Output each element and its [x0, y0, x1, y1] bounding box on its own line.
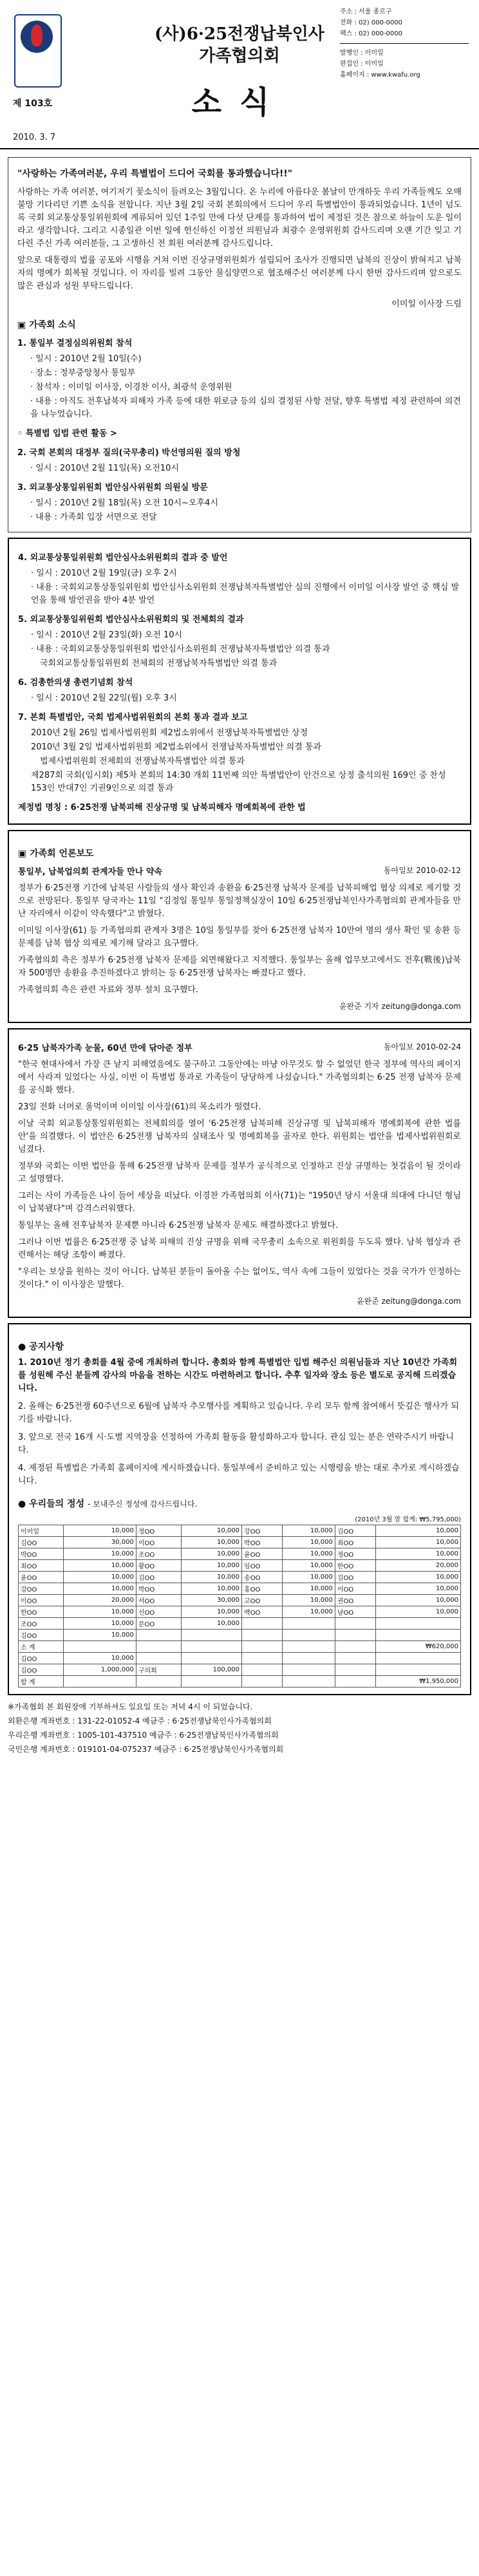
table-cell: 10,000: [375, 1606, 460, 1618]
news-item-title: ◦ 특별법 입법 관련 활동 >: [17, 429, 117, 438]
table-cell: 10,000: [181, 1606, 241, 1618]
total-row: [19, 1676, 461, 1688]
table-cell: [181, 1630, 241, 1641]
table-cell: 10,000: [375, 1572, 460, 1583]
law-name: 제정법 명칭 : 6·25전쟁 납북피해 진상규명 및 납북피해자 명예회복에 관한 법: [18, 803, 306, 813]
news-item-line: · 일시 : 2010년 2월 19일(금) 오후 2시: [31, 569, 177, 578]
table-cell: 서OO: [136, 1595, 181, 1606]
table-cell: 10,000: [64, 1618, 136, 1630]
bank-note: ※가족협회 본 회원장애 기부하셔도 일요일 또는 저녁 4시 이 되었습니다.: [8, 1702, 253, 1711]
news-item-line: 제287회 국회(임시회) 제5차 본회의 14:30 개회 11번째 의안 특별법안이 안건으로 상정 출석의원 169인 중 찬성 153인 반대7인 기권9인으로 의결 통과: [31, 771, 446, 793]
article-paragraph: "한국 현대사에서 가장 큰 낱지 피해였음에도 불구하고 그동안에는 마냥 아무것도 할 수 없었던 한국 정부에 역사의 페이지에서 사라져 있었다는 사실, 이번 이 특별법 통과로 가족들이 당당하게 나섰습니다." 가족협의회는 6·25 전쟁 납북자 문제를 공식화 했다.: [18, 1060, 461, 1095]
table-cell: [283, 1641, 335, 1653]
table-cell: [242, 1641, 283, 1653]
organization-name: (사)6·25전쟁납북인사 가족협의회: [155, 24, 324, 66]
table-cell: 남OO: [335, 1606, 375, 1618]
subtotal-row: [19, 1641, 461, 1653]
table-cell: 1,000,000: [64, 1664, 136, 1676]
contact-line: 홈페이지 : www.kwafu.org: [340, 71, 420, 79]
table-cell: 정OO: [136, 1525, 181, 1537]
table-cell: ₩620,000: [375, 1641, 460, 1653]
table-cell: 20,000: [375, 1560, 460, 1572]
bank-account: 외환은행 계좌번호 : 131-22-01052-4 예금주 : 6·25전쟁납북인사가족협의회: [8, 1716, 272, 1725]
table-cell: [335, 1653, 375, 1664]
table-cell: 10,000: [283, 1525, 335, 1537]
news-item-line: · 내용 : 아직도 전후납북자 피해자 가족 등에 대한 위로금 등의 심의 결정된 사항 전달, 향후 특별법 제정 관련하여 의견을 나누었습니다.: [30, 397, 461, 419]
news-item-title: 5. 외교통상통일위원회 법안심사소위원회의 및 전체회의 결과: [18, 615, 244, 625]
news-item-line: 2010년 3월 2일 법제사법위원회 제2법소위에서 전쟁납북자특별법안 의결 통과: [31, 742, 322, 752]
table-row: [19, 1583, 461, 1595]
table-cell: [375, 1664, 460, 1676]
notice-item: 3. 앞으로 전국 16개 시·도별 지역장을 선정하여 가족회 활동을 활성화하고자 합니다. 관심 있는 분은 연락주시기 바랍니다.: [18, 1433, 454, 1455]
news-item-line: · 내용 : 국회외교통상통일위원회 법안심사소위원회 전쟁납북자특별법안 심의 진행에서 이미일 이사장 발언 중 핵심 발언을 통해 발언권을 받아 4분 발언: [31, 583, 460, 605]
news-item-line: · 참석자 : 이미일 이사장, 이경찬 이사, 최광석 운영위원: [30, 382, 232, 392]
table-cell: [242, 1630, 283, 1641]
table-cell: 합 계: [19, 1676, 64, 1688]
table-cell: 김OO: [136, 1572, 181, 1583]
table-cell: [335, 1676, 375, 1688]
article-paragraph: 이날 국회 외교통상통일위원회는 전체회의를 열어 '6·25전쟁 납북피해 진상규명 및 납북피해자 명예회복에 관한 법률안'을 의결했다. 이 법안은 6·25전쟁 납북자의 실태조사 및 명예회복을 골자로 한다. 위원회는 법안을 법제사법위원회로 넘겼다.: [18, 1119, 461, 1154]
table-cell: 10,000: [181, 1572, 241, 1583]
table-row: [19, 1560, 461, 1572]
table-cell: 고OO: [242, 1595, 283, 1606]
notices-section: [8, 1323, 471, 1695]
table-cell: 신OO: [136, 1606, 181, 1618]
bank-account: 우리은행 계좌번호 : 1005-101-437510 예금주 : 6·25전쟁납북인사가족협의회: [8, 1731, 279, 1740]
news-item-line: · 내용 : 국회외교통상통일위원회 법안심사소위원회 전쟁납북자특별법안 의결 통과: [31, 644, 330, 654]
table-cell: 10,000: [283, 1537, 335, 1548]
news-item-title: 6. 검총한의생 총련기념회 참석: [18, 678, 133, 688]
table-row: [19, 1630, 461, 1641]
table-cell: 10,000: [64, 1525, 136, 1537]
table-cell: 10,000: [283, 1583, 335, 1595]
contact-line: 전화 : 02) 000-0000: [340, 19, 402, 26]
issue-date: 2010. 3. 7: [13, 133, 56, 142]
lead-paragraph: 앞으로 대통령의 법률 공포와 시행을 거쳐 이번 진상규명위원회가 설립되어 조사가 진행되면 납북의 진상이 밝혀지고 납북자의 명예가 회복될 것입니다. 이 자리를 빌려 그동안 물심양면으로 협조해주신 여러분께 다시 한번 감사드리며 앞으로도 많은 관심과 성원 부탁드립니다.: [17, 256, 462, 291]
table-cell: [64, 1641, 136, 1653]
article-paragraph: 가족협의회 측은 정부가 6·25전쟁 납북자 문제를 외면해왔다고 지적했다. 통일부는 올해 업무보고에서도 전후(戰後)납북자 500명만 송환을 추진하겠다고 밝히는 등 6·25전쟁 납북자는 빠졌다고 했다.: [18, 955, 461, 978]
table-cell: 10,000: [283, 1606, 335, 1618]
table-cell: 박OO: [242, 1537, 283, 1548]
article-paragraph: 정부가 6·25전쟁 기간에 납북된 사람들의 생사 확인과 송환을 6·25전쟁 납북자 문제를 납북피해업 협상 의제로 제기할 것으로 전망된다. 통일부 당국자는 11일 "김정일 통일부 통일정책실장이 10일 6·25전쟁납북인사가족협의회 관계자들을 만난 자리에서 이같이 약속했다"고 밝혔다.: [18, 883, 461, 919]
table-cell: 10,000: [181, 1537, 241, 1548]
table-cell: 10,000: [283, 1595, 335, 1606]
table-cell: [283, 1630, 335, 1641]
table-cell: 이미일: [19, 1525, 64, 1537]
article-source: 동아일보 2010-02-24: [384, 1042, 461, 1051]
table-cell: 10,000: [64, 1653, 136, 1664]
table-cell: [375, 1618, 460, 1630]
table-row: [19, 1664, 461, 1676]
table-cell: 한OO: [19, 1606, 64, 1618]
table-cell: 10,000: [64, 1560, 136, 1572]
table-cell: 임OO: [242, 1560, 283, 1572]
table-cell: 10,000: [375, 1595, 460, 1606]
table-cell: [181, 1641, 241, 1653]
news-item-line: · 일시 : 2010년 2월 22일(월) 오후 3시: [31, 693, 177, 703]
news-item-title: 7. 본회 특별법안, 국회 법제사법위원회의 본회 통과 결과 보고: [18, 713, 248, 722]
table-cell: 10,000: [64, 1572, 136, 1583]
news-item-line: · 일시 : 2010년 2월 11일(목) 오전10시: [30, 464, 179, 473]
table-cell: 10,000: [64, 1630, 136, 1641]
table-cell: 권OO: [335, 1595, 375, 1606]
article-author: 윤완준 기자 zeitung@donga.com: [339, 1002, 461, 1011]
article-author: 윤완준 zeitung@donga.com: [356, 1297, 461, 1306]
table-cell: 문OO: [136, 1618, 181, 1630]
table-cell: [335, 1630, 375, 1641]
news-item-line: 국회외교통상통일위원회 전체회의 전쟁납북자특별법안 의결 통과: [40, 659, 277, 668]
table-cell: [136, 1653, 181, 1664]
donations-table: [18, 1525, 461, 1688]
table-cell: 10,000: [64, 1548, 136, 1560]
table-cell: 10,000: [283, 1548, 335, 1560]
table-cell: [136, 1641, 181, 1653]
table-cell: [242, 1676, 283, 1688]
press-article-2: [8, 1028, 471, 1318]
donations-heading: [18, 1497, 461, 1510]
table-cell: 이OO: [136, 1537, 181, 1548]
table-cell: 10,000: [64, 1583, 136, 1595]
table-cell: [181, 1676, 241, 1688]
table-cell: 조OO: [136, 1548, 181, 1560]
article-source: 동아일보 2010-02-12: [384, 866, 461, 875]
newsletter-header: [0, 0, 479, 149]
contact-line: 발행인 : 이미일: [340, 50, 384, 57]
newsletter-title: 소식: [191, 84, 288, 120]
table-cell: 한OO: [335, 1560, 375, 1572]
table-cell: 이OO: [335, 1583, 375, 1595]
notice-item: 1. 2010년 정기 총회를 4월 중에 개최하려 합니다. 총회와 함께 특별법안 입법 해주신 의원님들과 지난 10년간 가족회를 성원해 주신 분들께 감사의 마음을 전하는 시간도 마련하려고 합니다. 추후 일자와 장소 등은 별도로 공지해 드리겠습니다.: [18, 1358, 458, 1393]
bank-info: [8, 1700, 471, 1756]
table-cell: 10,000: [375, 1537, 460, 1548]
table-cell: [335, 1641, 375, 1653]
press-section: [8, 830, 471, 1023]
table-row: [19, 1572, 461, 1583]
table-cell: [136, 1676, 181, 1688]
table-cell: 박OO: [136, 1583, 181, 1595]
notices-heading: ● 공지사항: [18, 1342, 64, 1352]
lead-quote: "사랑하는 가족여러분, 우리 특별법이 드디어 국회를 통과했습니다!!": [17, 169, 293, 179]
table-row: [19, 1595, 461, 1606]
news-item-line: 법제사법위원회 전체회의 전쟁납북자특별법안 의결 통과: [40, 757, 245, 766]
table-cell: [242, 1653, 283, 1664]
article-paragraph: 23일 전화 너머로 울먹이며 이미일 이사장(61)의 목소리가 떨렸다.: [18, 1102, 261, 1112]
article-paragraph: 이미일 이사장(61) 등 가족협의회 관계자 3명은 10일 통일부를 찾아 6·25전쟁 납북자 10만여 명의 생사 확인 및 송환 등 문제를 남북 협상 의제로 제기해 달라고 요구했다.: [18, 926, 461, 948]
news-item-line: · 일시 : 2010년 2월 18일(목) 오전 10시~오후4시: [30, 498, 218, 508]
article-header: [18, 865, 461, 877]
table-cell: [136, 1630, 181, 1641]
table-row: [19, 1525, 461, 1537]
news-item-line: · 내용 : 가족회 입장 서면으로 전달: [30, 512, 157, 522]
table-cell: 100,000: [181, 1664, 241, 1676]
article-paragraph: 그러는 사이 가족들은 나이 들어 세상을 떠났다. 이경찬 가족협의회 이사(71)는 "1950년 당시 서울대 의대에 다니던 형님이 납북됐다"며 감격스러워했다.: [18, 1191, 461, 1214]
table-cell: 소 계: [19, 1641, 64, 1653]
table-cell: 정OO: [335, 1548, 375, 1560]
news-item-line: · 일시 : 2010년 2월 10일(수): [30, 354, 142, 364]
table-cell: 최OO: [19, 1560, 64, 1572]
table-cell: [242, 1618, 283, 1630]
table-cell: 강OO: [242, 1525, 283, 1537]
table-cell: 백OO: [242, 1606, 283, 1618]
table-cell: 10,000: [375, 1525, 460, 1537]
donations-subheading: - 보내주신 정성에 감사드립니다.: [87, 1500, 198, 1509]
table-cell: 10,000: [64, 1606, 136, 1618]
table-cell: 20,000: [64, 1595, 136, 1606]
article-paragraph: 그러나 이번 법률은 6·25전쟁 중 납북 피해의 진상 규명을 위해 국무총리 소속으로 위원회를 두도록 했다. 남북 협상과 관련해서는 해당 조항이 빠졌다.: [18, 1237, 461, 1260]
table-cell: 박OO: [19, 1548, 64, 1560]
family-news-heading: ▣ 가족회 소식: [17, 320, 76, 330]
table-cell: 윤OO: [19, 1572, 64, 1583]
table-cell: 김OO: [19, 1653, 64, 1664]
table-cell: [283, 1676, 335, 1688]
table-cell: 10,000: [181, 1618, 241, 1630]
table-cell: [64, 1676, 136, 1688]
article-paragraph: 가족협의회 측은 관련 자료와 정부 설치 요구했다.: [18, 985, 199, 995]
table-cell: [283, 1618, 335, 1630]
contact-line: 팩스 : 02) 000-0000: [340, 30, 402, 37]
news-item-line: 2010년 2월 26일 법제사법위원회 제2법소위에서 전쟁납북자특별법안 상정: [31, 728, 308, 738]
table-cell: [283, 1664, 335, 1676]
bank-account: 국민은행 계좌번호 : 019101-04-075237 예금주 : 6·25전쟁납북인사가족협의회: [8, 1745, 284, 1754]
table-cell: 조OO: [19, 1618, 64, 1630]
article-title: 6·25 납북자가족 눈물, 60년 만에 닦아준 정부: [18, 1044, 193, 1053]
table-cell: [375, 1653, 460, 1664]
table-cell: ₩1,950,000: [375, 1676, 460, 1688]
table-cell: 10,000: [283, 1560, 335, 1572]
table-cell: 10,000: [181, 1525, 241, 1537]
table-row: [19, 1653, 461, 1664]
news-item-title: 2. 국회 본회의 대정부 질의(국무총리) 박선영의원 질의 방청: [17, 448, 241, 458]
table-row: [19, 1537, 461, 1548]
table-cell: [242, 1664, 283, 1676]
table-row: [19, 1618, 461, 1630]
table-cell: 홍OO: [242, 1583, 283, 1595]
news-item-title: 4. 외교통상통일위원회 법안심사소위원회의 결과 중 발언: [18, 553, 228, 563]
article-paragraph: 정부와 국회는 이번 법안을 통해 6·25전쟁 납북자 문제를 정부가 공식적으로 인정하고 진상 규명하는 첫걸음이 될 것이라고 설명했다.: [18, 1161, 461, 1184]
table-cell: [283, 1653, 335, 1664]
table-cell: 10,000: [283, 1572, 335, 1583]
family-news-continued: [8, 538, 471, 825]
table-cell: 김OO: [335, 1525, 375, 1537]
table-cell: 10,000: [181, 1560, 241, 1572]
table-cell: 윤OO: [242, 1548, 283, 1560]
news-item-line: · 일시 : 2010년 2월 23일(화) 오전 10시: [31, 630, 183, 640]
notice-item: 4. 제정된 특별법은 가족회 홈페이지에 게시하겠습니다. 통일부에서 준비하고 있는 시행령을 받는 대로 추가로 게시하겠습니다.: [18, 1463, 460, 1486]
table-cell: 30,000: [181, 1595, 241, 1606]
table-cell: 황OO: [136, 1560, 181, 1572]
donations-heading-text: ● 우리들의 정성: [18, 1499, 85, 1509]
table-cell: 강OO: [19, 1583, 64, 1595]
table-cell: [335, 1618, 375, 1630]
contact-info: [340, 6, 469, 80]
contact-line: 주소 : 서울 종로구: [340, 8, 392, 15]
table-cell: [375, 1630, 460, 1641]
table-cell: 김OO: [19, 1537, 64, 1548]
press-heading: ▣ 가족회 언론보도: [18, 849, 94, 859]
table-cell: 30,000: [64, 1537, 136, 1548]
news-item-title: 1. 통일부 결정심의위원회 참석: [17, 339, 133, 348]
table-cell: 10,000: [375, 1548, 460, 1560]
article-paragraph: 통일부는 올해 전후납북자 문제뿐 아니라 6·25전쟁 납북자 문제도 해결하겠다고 밝혔다.: [18, 1221, 339, 1230]
table-cell: 이OO: [19, 1595, 64, 1606]
lead-signature: 이미일 이사장 드림: [391, 299, 462, 309]
news-item-title: 3. 외교통상통일위원회 법안심사위원회 의원실 방문: [17, 483, 208, 493]
table-cell: 10,000: [181, 1583, 241, 1595]
table-cell: 10,000: [375, 1583, 460, 1595]
donations-total-note: (2010년 3월 말 합계: ₩5,795,000): [355, 1516, 461, 1523]
table-cell: 김OO: [19, 1630, 64, 1641]
issue-number: 제 103호: [13, 99, 53, 109]
news-item-line: · 장소 : 정부중앙청사 통일부: [30, 368, 136, 378]
table-row: [19, 1548, 461, 1560]
table-cell: 김OO: [19, 1664, 64, 1676]
article-title: 통일부, 납북업의회 관계자들 만나 약속: [18, 867, 162, 877]
table-cell: 최OO: [335, 1537, 375, 1548]
lead-paragraph: 사랑하는 가족 여러분, 여기저기 꽃소식이 들려오는 3월입니다. 온 누리에 아름다운 봄날이 만개하듯 우리 가족들께도 오매불망 기다리던 기쁜 소식을 전합니다. 지난 3월 2일 국회 본회의에서 드디어 우리 특별법안이 통과되었습니다. 1년이 넘도록 국회 외교통상통일위원회에 계류되어 있던 1주일 만에 다섯 단계를 통과하여 법이 제정된 것은 참으로 하늘이 도운 일이라고 생각합니다. 그리고 시종일관 이번 일에 헌신하신 이정선 의원님과 최광수 운영위원회 감사드리며 오랜 기간 잊고 기다린 주신 가족 여러분들, 그 고생하신 전 회원 여러분께 감사드립니다.: [17, 187, 462, 249]
article-paragraph: "우리는 보상을 원하는 것이 아니다. 납북된 분들이 돌아올 수는 없어도, 역사 속에 그들이 있었다는 것을 국가가 인정하는 것이다." 이 이사장은 말했다.: [18, 1267, 461, 1290]
lead-letter: [8, 157, 471, 532]
table-cell: [181, 1653, 241, 1664]
table-cell: 송OO: [242, 1572, 283, 1583]
notice-item: 2. 올해는 6·25전쟁 60주년으로 6월에 납북자 추모행사를 계획하고 있습니다. 우리 모두 함께 참여해서 뜻깊은 행사가 되기를 바랍니다.: [18, 1402, 459, 1424]
table-cell: [335, 1664, 375, 1676]
table-cell: 10,000: [181, 1548, 241, 1560]
table-row: [19, 1606, 461, 1618]
contact-line: 편집인 : 이미일: [340, 61, 384, 68]
table-cell: 구의회: [136, 1664, 181, 1676]
article-header: [18, 1041, 461, 1053]
table-cell: 김OO: [335, 1572, 375, 1583]
